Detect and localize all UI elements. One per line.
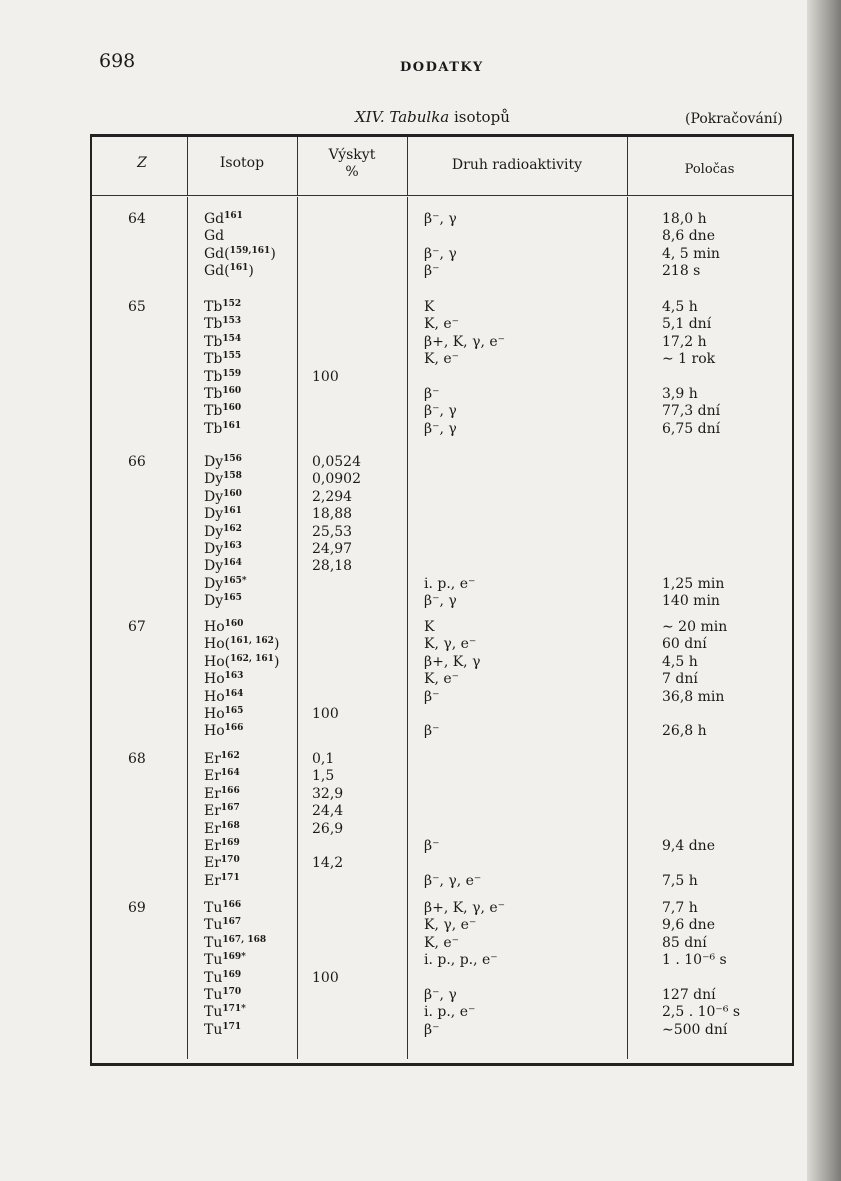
decay-type: β+, K, γ, e⁻ xyxy=(424,900,506,916)
table-row xyxy=(92,351,792,369)
isotope-mass-number: 166 xyxy=(220,785,240,796)
isotope-mass-number: 165 xyxy=(223,593,242,604)
occurrence-value: 100 xyxy=(312,368,339,385)
isotope-symbol xyxy=(204,671,243,687)
isotope-symbol xyxy=(204,1022,241,1038)
table-row xyxy=(92,855,792,873)
isotope-element: Tu xyxy=(204,952,223,969)
header-rule xyxy=(92,195,792,196)
isotope-symbol xyxy=(204,576,247,592)
half-life-value: 4, 5 min xyxy=(662,245,720,262)
isotope-element: Gd( xyxy=(204,263,230,280)
isotope-element: Er xyxy=(204,803,221,820)
isotope-symbol xyxy=(204,821,240,837)
table-row xyxy=(92,316,792,334)
isotope-mass-number: 167 xyxy=(220,803,240,814)
isotope-mass-number: 163 xyxy=(223,541,242,551)
table-row xyxy=(92,723,792,741)
header-occurrence-unit: % xyxy=(345,164,359,180)
isotope-mass-number: 170 xyxy=(220,855,240,866)
table-row xyxy=(92,1004,792,1022)
isotope-symbol xyxy=(204,299,241,315)
table-row xyxy=(92,593,792,611)
decay-type: K, e⁻ xyxy=(424,934,460,951)
isotope-element: Dy xyxy=(204,558,224,575)
isotope-table xyxy=(90,134,794,1066)
isotope-mass-number: 171 xyxy=(222,1021,242,1032)
isotope-element: Tu xyxy=(204,917,223,934)
isotope-symbol xyxy=(204,334,241,350)
decay-type: β⁻ xyxy=(424,263,440,280)
isotope-element: Tu xyxy=(204,934,223,951)
atomic-number: 66 xyxy=(128,454,146,470)
half-life-value: 7,5 h xyxy=(662,872,698,889)
decay-type: K, γ, e⁻ xyxy=(424,636,477,653)
table-row xyxy=(92,471,792,489)
header-decay: Druh radioaktivity xyxy=(451,157,583,173)
isotope-mass-number: 167 xyxy=(222,917,242,928)
isotope-symbol xyxy=(204,593,242,609)
isotope-mass-number: 159 xyxy=(222,368,242,379)
table-row xyxy=(92,987,792,1005)
half-life-value: 7 dní xyxy=(662,671,698,688)
half-life-value: 1,25 min xyxy=(662,575,725,592)
isotope-mass-number: 169 xyxy=(220,838,240,848)
half-life-value: 77,3 dní xyxy=(662,403,721,420)
isotope-mass-number: 164 xyxy=(223,558,242,569)
half-life-value: 3,9 h xyxy=(662,386,698,402)
table-row xyxy=(92,654,792,672)
occurrence-value: 2,294 xyxy=(312,488,353,505)
occurrence-value: 14,2 xyxy=(312,855,344,872)
isotope-symbol xyxy=(204,987,241,1003)
isotope-element: Tu xyxy=(204,1004,223,1021)
isotope-mass-number: 167, 168 xyxy=(222,934,267,945)
occurrence-value: 28,18 xyxy=(312,558,353,575)
half-life-value: 2,5 . 10⁻⁶ s xyxy=(662,1004,741,1021)
isotope-element: Dy xyxy=(204,541,224,557)
isotope-symbol xyxy=(204,838,240,854)
table-row xyxy=(92,873,792,891)
occurrence-value: 100 xyxy=(312,706,339,722)
isotope-mass-number: 171 xyxy=(220,872,240,883)
half-life-value: 7,7 h xyxy=(662,900,698,916)
isotope-element: Dy xyxy=(204,488,224,505)
table-row xyxy=(92,386,792,404)
isotope-element: Er xyxy=(204,820,221,837)
header-halflife: Poločas xyxy=(684,162,735,177)
table-row xyxy=(92,751,792,769)
isotope-element: Tu xyxy=(204,987,223,1003)
isotope-symbol xyxy=(204,952,246,968)
isotope-element: Dy xyxy=(204,575,224,592)
table-row xyxy=(92,768,792,786)
decay-type: β⁻ xyxy=(424,838,440,854)
half-life-value: 4,5 h xyxy=(662,299,698,315)
isotope-suffix: ) xyxy=(270,245,276,262)
isotope-element: Er xyxy=(204,768,221,785)
table-row xyxy=(92,576,792,594)
isotope-element: Dy xyxy=(204,523,224,540)
table-row xyxy=(92,263,792,281)
isotope-symbol xyxy=(204,970,241,986)
decay-type: K xyxy=(424,299,435,315)
table-row xyxy=(92,299,792,317)
isotope-mass-number: 170 xyxy=(222,987,242,997)
running-head: DODATKY xyxy=(400,60,484,75)
half-life-value: 218 s xyxy=(662,263,701,280)
table-row xyxy=(92,334,792,352)
table-row xyxy=(92,803,792,821)
table-row xyxy=(92,636,792,654)
isotope-element: Tb xyxy=(204,351,223,368)
isotope-symbol xyxy=(204,723,243,739)
table-row xyxy=(92,403,792,421)
isotope-mass-number: 168 xyxy=(220,820,240,831)
isotope-symbol xyxy=(204,619,243,635)
table-row xyxy=(92,211,792,229)
isotope-symbol xyxy=(204,246,276,262)
isotope-element: Er xyxy=(204,751,221,767)
isotope-element: Tb xyxy=(204,316,223,333)
half-life-value: 18,0 h xyxy=(662,211,707,227)
table-row xyxy=(92,917,792,935)
isotope-mass-number: 155 xyxy=(222,351,242,362)
isotope-element: Ho xyxy=(204,619,225,635)
isotope-mass-number: 164 xyxy=(224,688,244,699)
isotope-mass-number: 160 xyxy=(223,488,242,499)
table-row xyxy=(92,246,792,264)
half-life-value: 26,8 h xyxy=(662,723,707,740)
half-life-value: ∼ 20 min xyxy=(662,619,728,635)
isotope-symbol xyxy=(204,316,241,332)
table-row xyxy=(92,369,792,387)
isotope-element: Ho( xyxy=(204,653,231,670)
decay-type: i. p., e⁻ xyxy=(424,575,476,592)
isotope-mass-number: 171* xyxy=(222,1004,246,1015)
isotope-element: Tu xyxy=(204,1021,223,1038)
isotope-element: Ho( xyxy=(204,636,231,653)
half-life-value: 4,5 h xyxy=(662,653,698,670)
page-number: 698 xyxy=(99,50,136,72)
table-row xyxy=(92,671,792,689)
isotope-element: Er xyxy=(204,855,221,872)
decay-type: β⁻, γ xyxy=(424,420,457,437)
page-edge-shadow xyxy=(807,0,841,1181)
isotope-symbol xyxy=(204,917,241,933)
decay-type: K, e⁻ xyxy=(424,316,460,333)
decay-type: β⁻, γ xyxy=(424,987,457,1003)
occurrence-value: 32,9 xyxy=(312,785,344,802)
half-life-value: 17,2 h xyxy=(662,333,707,350)
table-row xyxy=(92,706,792,724)
isotope-symbol xyxy=(204,803,240,819)
isotope-element: Gd xyxy=(204,211,225,227)
atomic-number: 64 xyxy=(128,211,146,227)
decay-type: β⁻, γ xyxy=(424,245,457,262)
isotope-symbol xyxy=(204,471,242,487)
isotope-mass-number: 160 xyxy=(224,619,244,629)
continued-note: (Pokračování) xyxy=(685,111,783,127)
isotope-element: Ho xyxy=(204,688,225,705)
isotope-symbol xyxy=(204,369,241,385)
isotope-symbol xyxy=(204,1004,246,1020)
isotope-element: Er xyxy=(204,785,221,802)
isotope-element: Dy xyxy=(204,454,224,470)
table-row xyxy=(92,558,792,576)
isotope-mass-number: 162, 161 xyxy=(230,653,274,664)
isotope-symbol xyxy=(204,654,279,670)
isotope-mass-number: 163 xyxy=(224,671,244,682)
table-row xyxy=(92,821,792,839)
occurrence-value: 24,97 xyxy=(312,541,353,557)
isotope-mass-number: 161 xyxy=(229,263,249,274)
isotope-element: Gd( xyxy=(204,245,230,262)
isotope-mass-number: 152 xyxy=(222,299,242,309)
isotope-mass-number: 169 xyxy=(222,969,242,980)
occurrence-value: 18,88 xyxy=(312,506,353,523)
occurrence-value: 0,0524 xyxy=(312,454,361,470)
isotope-symbol xyxy=(204,689,243,705)
atomic-number: 67 xyxy=(128,619,146,635)
table-row xyxy=(92,228,792,246)
isotope-element: Dy xyxy=(204,471,224,488)
isotope-symbol xyxy=(204,403,241,419)
isotope-symbol xyxy=(204,636,279,652)
half-life-value: ∼500 dní xyxy=(662,1021,728,1038)
table-row xyxy=(92,454,792,472)
decay-type: β⁻, γ xyxy=(424,593,457,610)
isotope-mass-number: 159,161 xyxy=(229,245,271,256)
isotope-symbol xyxy=(204,421,241,437)
isotope-symbol xyxy=(204,228,224,244)
table-row xyxy=(92,935,792,953)
isotope-mass-number: 154 xyxy=(222,333,242,344)
isotope-mass-number: 161 xyxy=(223,506,242,517)
isotope-mass-number: 161 xyxy=(224,211,243,221)
decay-type: β+, K, γ xyxy=(424,653,481,670)
header-z: Z xyxy=(137,155,147,171)
decay-type: β⁻, γ xyxy=(424,211,457,227)
isotope-element: Gd xyxy=(204,228,225,245)
isotope-mass-number: 162 xyxy=(223,523,242,534)
isotope-symbol xyxy=(204,706,243,722)
half-life-value: 8,6 dne xyxy=(662,228,715,245)
table-row xyxy=(92,1022,792,1040)
half-life-value: 140 min xyxy=(662,593,720,610)
atomic-number: 69 xyxy=(128,900,146,916)
occurrence-value: 100 xyxy=(312,969,339,986)
isotope-symbol xyxy=(204,751,240,767)
decay-type: β⁻ xyxy=(424,688,440,705)
isotope-symbol xyxy=(204,263,254,279)
isotope-mass-number: 156 xyxy=(223,454,242,464)
decay-type: K xyxy=(424,619,435,635)
isotope-suffix: ) xyxy=(273,653,280,670)
table-row xyxy=(92,541,792,559)
half-life-value: 85 dní xyxy=(662,934,707,951)
isotope-suffix: ) xyxy=(273,636,280,653)
occurrence-value: 26,9 xyxy=(312,820,344,837)
isotope-element: Tb xyxy=(204,403,223,420)
occurrence-value: 25,53 xyxy=(312,523,353,540)
half-life-value: 9,4 dne xyxy=(662,838,715,854)
half-life-value: ∼ 1 rok xyxy=(662,351,716,368)
isotope-element: Ho xyxy=(204,671,225,688)
isotope-symbol xyxy=(204,454,242,470)
isotope-suffix: ) xyxy=(248,263,254,280)
isotope-element: Tu xyxy=(204,900,223,916)
table-caption-number: XIV. Tabulka xyxy=(355,108,450,126)
isotope-symbol xyxy=(204,506,242,522)
isotope-symbol xyxy=(204,524,242,540)
header-isotope: Isotop xyxy=(219,155,265,171)
decay-type: β⁻ xyxy=(424,723,440,740)
isotope-symbol xyxy=(204,935,266,951)
table-row xyxy=(92,619,792,637)
occurrence-value: 0,0902 xyxy=(312,471,361,488)
isotope-element: Er xyxy=(204,838,221,854)
isotope-mass-number: 161, 162 xyxy=(230,636,274,647)
occurrence-value: 0,1 xyxy=(312,751,335,767)
isotope-mass-number: 165 xyxy=(224,706,244,716)
decay-type: K, γ, e⁻ xyxy=(424,917,477,934)
occurrence-value: 24,4 xyxy=(312,803,344,820)
isotope-mass-number: 161 xyxy=(222,420,242,431)
decay-type: β+, K, γ, e⁻ xyxy=(424,333,506,350)
header-occurrence xyxy=(297,147,407,181)
isotope-element: Tb xyxy=(204,420,223,437)
table-row xyxy=(92,506,792,524)
isotope-mass-number: 153 xyxy=(222,316,242,327)
isotope-symbol xyxy=(204,558,242,574)
half-life-value: 5,1 dní xyxy=(662,316,712,333)
header-occurrence-label: Výskyt xyxy=(328,147,376,163)
isotope-mass-number: 160 xyxy=(222,386,242,396)
isotope-mass-number: 169* xyxy=(222,952,246,963)
table-row xyxy=(92,838,792,856)
table-caption-text: isotopů xyxy=(449,108,510,126)
table-row xyxy=(92,489,792,507)
table-row xyxy=(92,524,792,542)
isotope-symbol xyxy=(204,786,240,802)
table-row xyxy=(92,952,792,970)
isotope-symbol xyxy=(204,873,240,889)
isotope-symbol xyxy=(204,900,241,916)
isotope-symbol xyxy=(204,211,243,227)
isotope-element: Dy xyxy=(204,506,224,523)
table-row xyxy=(92,970,792,988)
decay-type: β⁻, γ xyxy=(424,403,457,420)
isotope-element: Er xyxy=(204,872,221,889)
isotope-mass-number: 160 xyxy=(222,403,242,414)
isotope-element: Ho xyxy=(204,706,225,722)
isotope-symbol xyxy=(204,386,241,402)
isotope-element: Tb xyxy=(204,386,223,402)
isotope-symbol xyxy=(204,855,240,871)
isotope-element: Tu xyxy=(204,969,223,986)
table-row xyxy=(92,786,792,804)
isotope-element: Tb xyxy=(204,333,223,350)
atomic-number: 68 xyxy=(128,751,146,767)
isotope-symbol xyxy=(204,489,242,505)
decay-type: β⁻ xyxy=(424,1021,440,1038)
isotope-mass-number: 162 xyxy=(220,751,240,761)
decay-type: β⁻, γ, e⁻ xyxy=(424,872,482,889)
isotope-element: Dy xyxy=(204,593,224,610)
half-life-value: 36,8 min xyxy=(662,688,725,705)
isotope-mass-number: 164 xyxy=(220,768,240,779)
isotope-element: Tb xyxy=(204,299,223,315)
isotope-mass-number: 165* xyxy=(223,575,247,586)
isotope-mass-number: 166 xyxy=(222,900,242,910)
table-row xyxy=(92,421,792,439)
decay-type: β⁻ xyxy=(424,386,440,402)
decay-type: i. p., e⁻ xyxy=(424,1004,476,1021)
decay-type: i. p., p., e⁻ xyxy=(424,952,498,969)
isotope-symbol xyxy=(204,351,241,367)
half-life-value: 6,75 dní xyxy=(662,420,721,437)
decay-type: K, e⁻ xyxy=(424,671,460,688)
isotope-element: Ho xyxy=(204,723,225,740)
isotope-symbol xyxy=(204,541,242,557)
table-row xyxy=(92,900,792,918)
decay-type: K, e⁻ xyxy=(424,351,460,368)
atomic-number: 65 xyxy=(128,299,146,315)
table-caption xyxy=(355,108,510,126)
isotope-symbol xyxy=(204,768,240,784)
occurrence-value: 1,5 xyxy=(312,768,335,785)
table-row xyxy=(92,689,792,707)
isotope-mass-number: 158 xyxy=(223,471,242,482)
isotope-element: Tb xyxy=(204,368,223,385)
isotope-mass-number: 166 xyxy=(224,723,244,734)
half-life-value: 1 . 10⁻⁶ s xyxy=(662,952,727,969)
half-life-value: 60 dní xyxy=(662,636,707,653)
half-life-value: 9,6 dne xyxy=(662,917,715,934)
half-life-value: 127 dní xyxy=(662,987,716,1003)
